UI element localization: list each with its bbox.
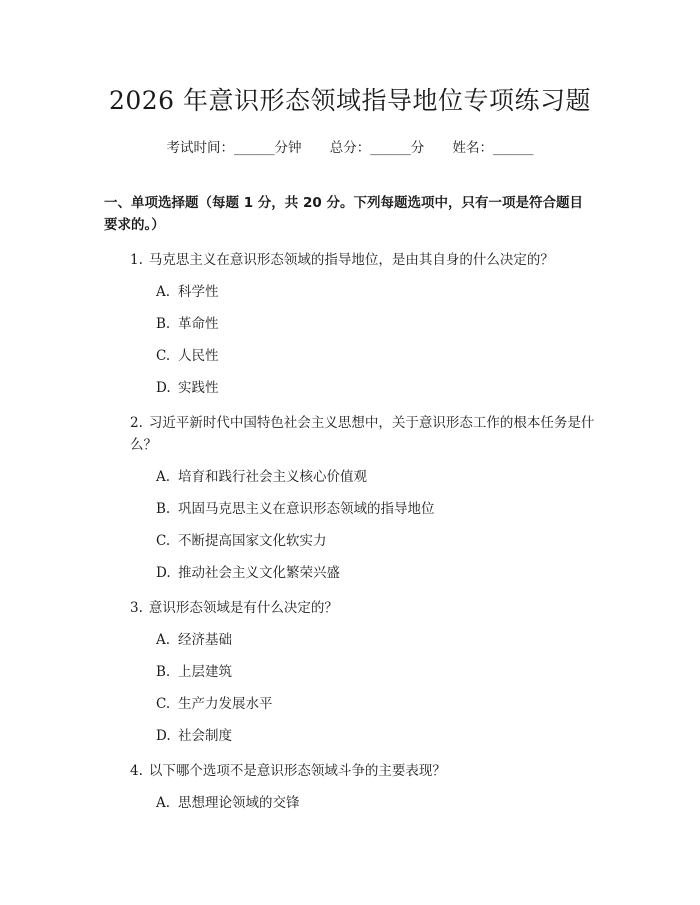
option-text: 人民性 <box>178 348 219 364</box>
option-text: 不断提高国家文化软实力 <box>178 533 327 549</box>
exam-info <box>104 138 596 158</box>
question-2-option-c <box>104 530 596 552</box>
question-1-option-c <box>104 345 596 367</box>
option-text: 思想理论领域的交锋 <box>178 795 300 811</box>
option-letter: C. <box>156 696 171 712</box>
question-1-option-d <box>104 377 596 399</box>
option-letter: A. <box>156 632 171 648</box>
question-text: 马克思主义在意识形态领域的指导地位，是由其自身的什么决定的？ <box>148 252 554 268</box>
question-2 <box>104 412 596 456</box>
question-text: 意识形态领域是有什么决定的？ <box>148 600 338 616</box>
option-text: 生产力发展水平 <box>178 696 273 712</box>
question-text: 以下哪个选项不是意识形态领域斗争的主要表现？ <box>148 763 446 779</box>
option-text: 社会制度 <box>178 728 232 744</box>
question-number: 1. <box>130 252 143 268</box>
section-heading: 一、单项选择题（每题 1 分，共 20 分。下列每题选项中，只有一项是符合题目要求的。） <box>104 195 583 233</box>
question-4 <box>104 760 596 782</box>
option-text: 巩固马克思主义在意识形态领域的指导地位 <box>178 501 435 517</box>
option-letter: B. <box>156 501 171 517</box>
option-letter: A. <box>156 795 171 811</box>
option-letter: D. <box>156 565 171 581</box>
question-3-option-a <box>104 629 596 651</box>
option-letter: B. <box>156 316 171 332</box>
question-3-option-c <box>104 693 596 715</box>
page-title: 2026 年意识形态领域指导地位专项练习题 <box>108 86 592 115</box>
option-letter: C. <box>156 533 171 549</box>
option-text: 推动社会主义文化繁荣兴盛 <box>178 565 340 581</box>
option-text: 革命性 <box>178 316 219 332</box>
option-letter: D. <box>156 728 171 744</box>
question-2-option-b <box>104 498 596 520</box>
question-number: 3. <box>130 600 143 616</box>
option-letter: A. <box>156 284 171 300</box>
option-text: 科学性 <box>178 284 219 300</box>
question-number: 4. <box>130 763 143 779</box>
question-3 <box>104 597 596 619</box>
question-1 <box>104 249 596 271</box>
question-2-option-a <box>104 466 596 488</box>
option-letter: B. <box>156 664 171 680</box>
student-name-field: 姓名：______ <box>452 140 534 156</box>
option-letter: A. <box>156 469 171 485</box>
question-4-option-a <box>104 792 596 814</box>
question-text: 习近平新时代中国特色社会主义思想中，关于意识形态工作的根本任务是什么？ <box>130 415 595 453</box>
option-text: 经济基础 <box>178 632 232 648</box>
option-text: 实践性 <box>178 380 219 396</box>
question-3-option-b <box>104 661 596 683</box>
option-text: 培育和践行社会主义核心价值观 <box>178 469 367 485</box>
question-2-option-d <box>104 562 596 584</box>
question-3-option-d <box>104 725 596 747</box>
option-letter: D. <box>156 380 171 396</box>
question-1-option-b <box>104 313 596 335</box>
option-text: 上层建筑 <box>178 664 232 680</box>
question-1-option-a <box>104 281 596 303</box>
option-letter: C. <box>156 348 171 364</box>
total-score-field: 总分：______分 <box>329 140 425 156</box>
exam-time-field: 考试时间：______分钟 <box>166 140 302 156</box>
question-number: 2. <box>130 415 143 431</box>
